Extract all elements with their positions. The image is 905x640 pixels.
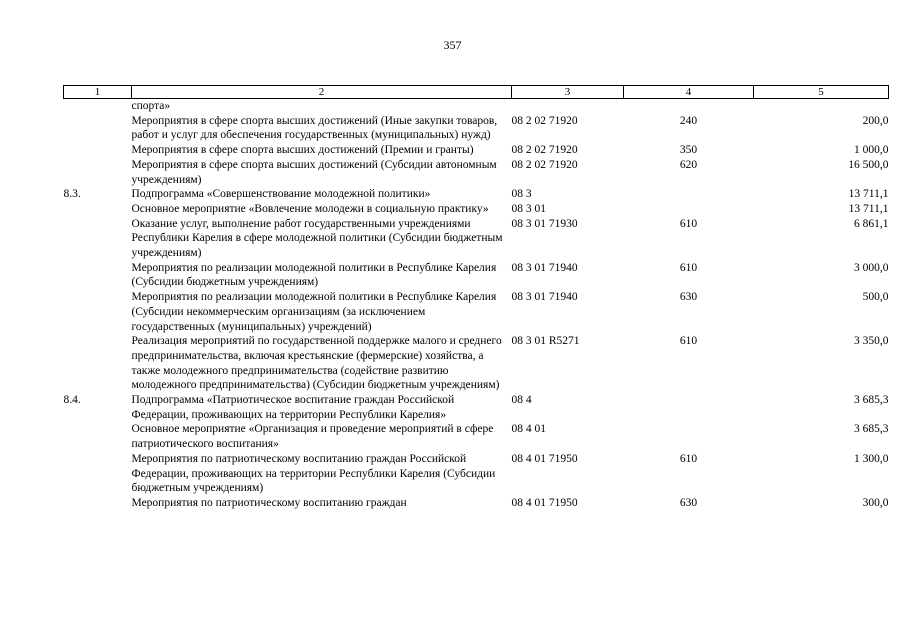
row-type: 610: [679, 452, 698, 465]
row-amount: 6 861,1: [854, 217, 889, 230]
row-code: 08 4 01 71950: [511, 496, 578, 509]
table-row: [64, 114, 889, 143]
table-body: [64, 99, 889, 511]
row-code: 08 4 01 71950: [511, 452, 578, 465]
table-row: [64, 143, 889, 158]
row-code: 08 4: [511, 394, 532, 407]
row-number: [64, 422, 132, 451]
table-row: [64, 99, 889, 114]
column-header-name: 2: [132, 86, 512, 99]
row-number: 8.3.: [63, 188, 81, 201]
row-number: [64, 334, 132, 393]
row-number: [64, 202, 132, 217]
header-row: [64, 86, 889, 99]
row-number: [64, 114, 132, 143]
row-name: Мероприятия по патриотическому воспитанию граждан Российской Федерации, проживающих на территории Республики Карелия (Субсидии бюджетным учреждениям): [131, 452, 496, 495]
row-name: Мероприятия по реализации молодежной политики в Республике Карелия (Субсидии некоммерческим организациям (за исключением государственных (муниципальных) учреждений): [131, 291, 497, 333]
row-number: [64, 143, 132, 158]
row-amount: 13 711,1: [848, 188, 889, 201]
row-name: Мероприятия в сфере спорта высших достижений (Премии и гранты): [131, 144, 474, 157]
row-amount: 1 000,0: [854, 144, 889, 157]
table-row: [64, 496, 889, 511]
row-code: [512, 99, 624, 114]
column-header-number: 1: [64, 86, 132, 99]
row-amount: 1 300,0: [854, 452, 889, 465]
row-amount: 500,0: [862, 291, 889, 304]
row-name: Мероприятия по патриотическому воспитанию граждан: [131, 496, 407, 509]
row-number: [64, 158, 132, 187]
row-code: 08 3 01 71940: [511, 261, 578, 274]
row-type: [624, 422, 754, 451]
row-code: 08 4 01: [511, 423, 546, 436]
table-row: [64, 261, 889, 290]
table-row: [64, 393, 889, 422]
table-row: [64, 187, 889, 202]
row-name: спорта»: [131, 100, 171, 112]
row-type: 610: [679, 335, 698, 348]
row-code: 08 2 02 71920: [511, 114, 578, 127]
row-name: Мероприятия в сфере спорта высших достижений (Субсидии автономным учреждениям): [131, 158, 497, 186]
row-amount: 16 500,0: [848, 158, 889, 171]
row-name: Мероприятия в сфере спорта высших достижений (Иные закупки товаров, работ и услуг для обеспечения государственных (муниципальных) нужд): [131, 114, 498, 142]
row-type: 240: [679, 114, 698, 127]
row-code: 08 2 02 71920: [511, 144, 578, 157]
row-code: 08 3: [511, 188, 532, 201]
row-number: [64, 496, 132, 511]
table-row: [64, 158, 889, 187]
table-row: [64, 422, 889, 451]
row-name: Подпрограмма «Совершенствование молодежной политики»: [131, 188, 431, 201]
row-name: Основное мероприятие «Вовлечение молодежи в социальную практику»: [131, 202, 489, 215]
row-number: 8.4.: [63, 394, 81, 407]
row-type: 610: [679, 261, 698, 274]
table-row: [64, 334, 889, 393]
row-amount: [754, 99, 889, 114]
row-type: [624, 99, 754, 114]
table-row: [64, 217, 889, 261]
row-code: 08 3 01 71930: [511, 217, 578, 230]
budget-table: [63, 85, 889, 511]
row-code: 08 2 02 71920: [511, 158, 578, 171]
row-amount: 3 685,3: [854, 423, 889, 436]
row-type: 620: [679, 158, 698, 171]
row-amount: 3 000,0: [854, 261, 889, 274]
table-row: [64, 452, 889, 496]
row-type: 630: [679, 496, 698, 509]
row-type: [624, 393, 754, 422]
column-header-code: 3: [512, 86, 624, 99]
column-header-type: 4: [624, 86, 754, 99]
row-name: Оказание услуг, выполнение работ государственными учреждениями Республики Карелия в сфере молодежной политики (Субсидии бюджетным учреждениям): [131, 217, 503, 260]
table-header: [64, 86, 889, 99]
page-number: 357: [443, 38, 462, 52]
row-type: 630: [679, 291, 698, 304]
row-name: Реализация мероприятий по государственной поддержке малого и среднего предпринимательства, включая крестьянские (фермерские) хозяйства, а также молодежного предпринимательства (содействие развитию молодежного предпринимательства) (Субсидии бюджетным учреждениям): [131, 335, 502, 392]
row-amount: 300,0: [862, 496, 889, 509]
row-amount: 3 350,0: [854, 335, 889, 348]
row-number: [64, 261, 132, 290]
row-name: Подпрограмма «Патриотическое воспитание граждан Российской Федерации, проживающих на территории Республики Карелия»: [131, 394, 455, 421]
column-header-amount: 5: [754, 86, 889, 99]
table-row: [64, 202, 889, 217]
row-number: [64, 217, 132, 261]
row-amount: 13 711,1: [848, 202, 889, 215]
row-code: 08 3 01 R5271: [511, 335, 580, 348]
row-type: [624, 187, 754, 202]
table-row: [64, 290, 889, 334]
row-name: Мероприятия по реализации молодежной политики в Республике Карелия (Субсидии бюджетным учреждениям): [131, 261, 497, 289]
row-type: 350: [679, 144, 698, 157]
row-code: 08 3 01: [511, 202, 546, 215]
row-number: [64, 452, 132, 496]
row-number: [64, 290, 132, 334]
row-type: 610: [679, 217, 698, 230]
row-name: Основное мероприятие «Организация и проведение мероприятий в сфере патриотического воспитания»: [131, 423, 494, 451]
row-number: [64, 99, 132, 114]
row-amount: 200,0: [862, 114, 889, 127]
row-type: [624, 202, 754, 217]
row-amount: 3 685,3: [854, 394, 889, 407]
row-code: 08 3 01 71940: [511, 291, 578, 304]
